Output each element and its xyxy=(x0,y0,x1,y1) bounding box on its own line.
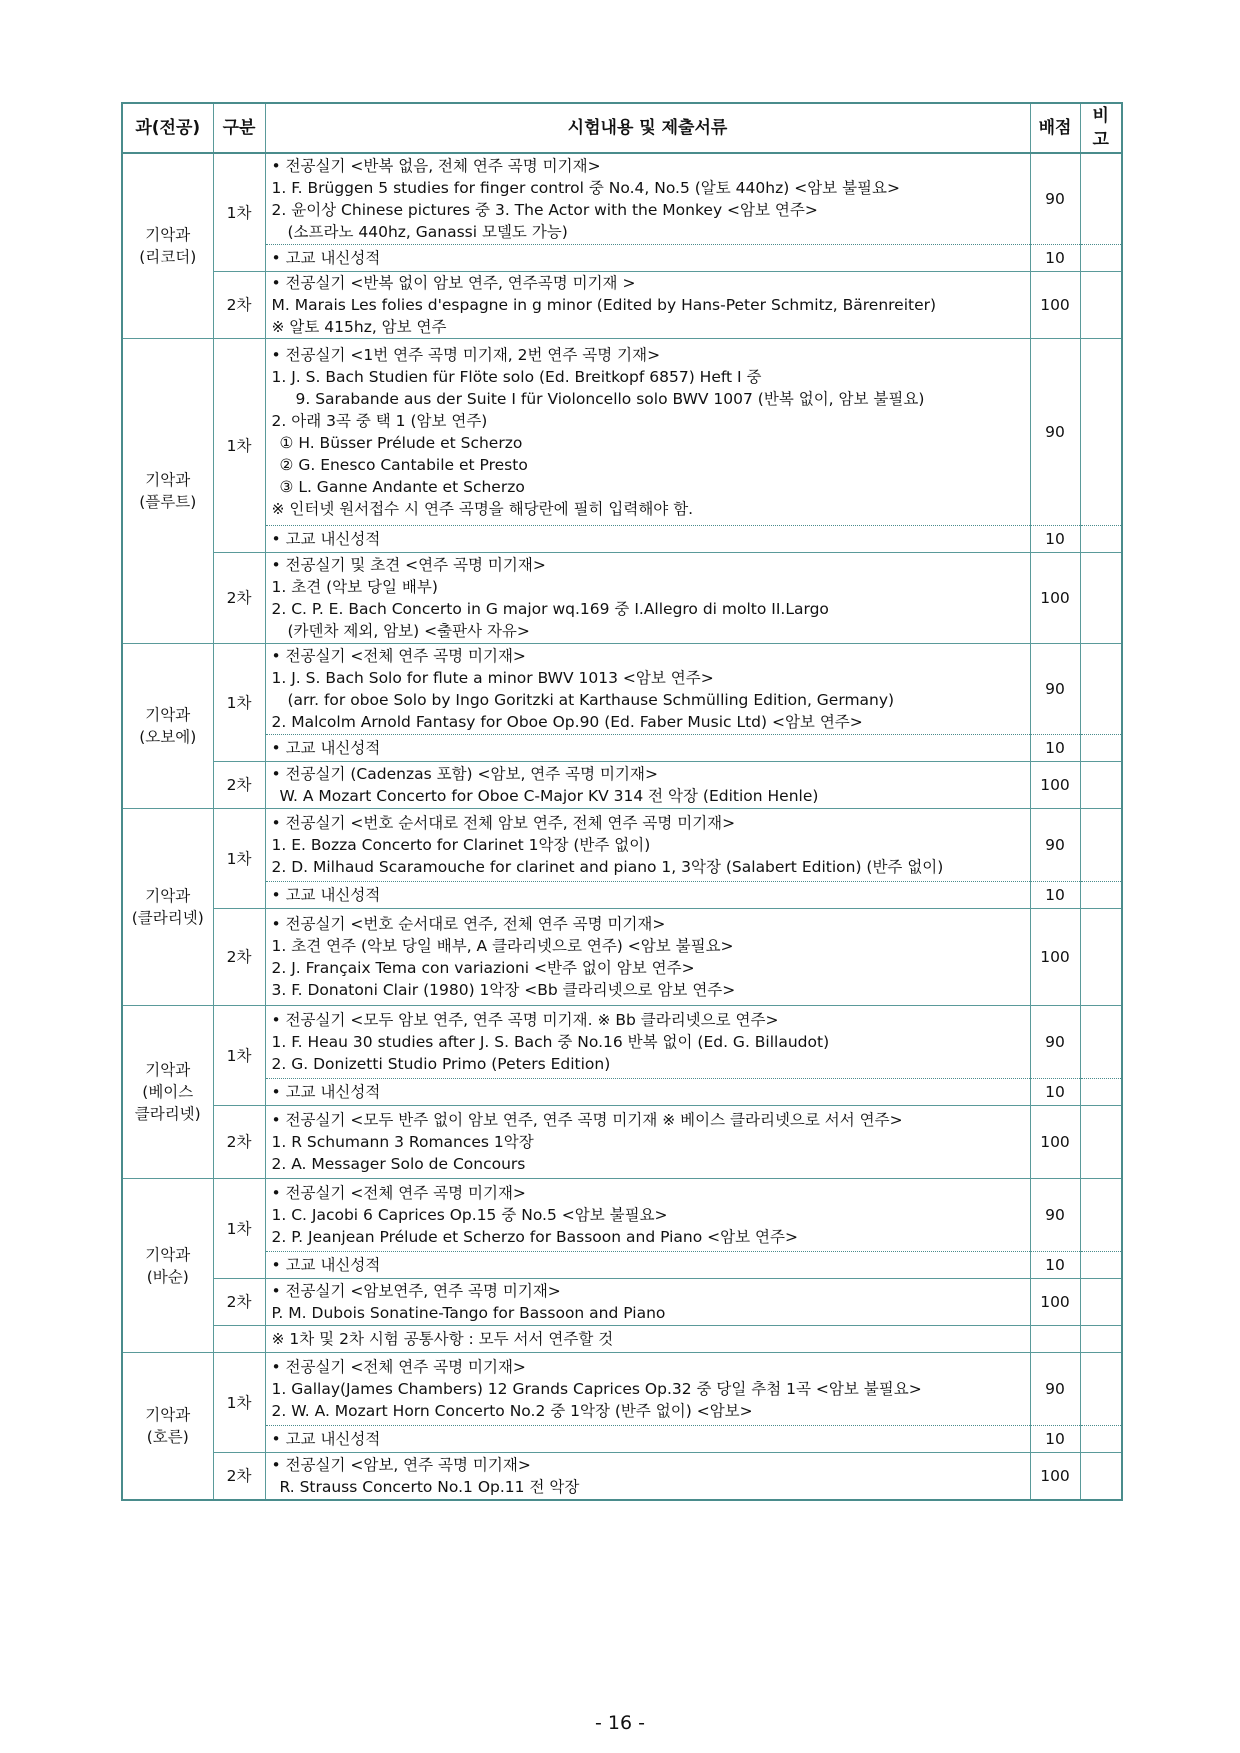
score-cell: 90 xyxy=(1030,153,1080,245)
note-cell xyxy=(1080,1426,1122,1453)
note-cell xyxy=(1080,1079,1122,1106)
note-cell xyxy=(1080,339,1122,526)
table-row xyxy=(122,809,1122,882)
content-line: 2. 아래 3곡 중 택 1 (암보 연주) xyxy=(271,412,488,431)
table-row xyxy=(122,1179,1122,1252)
score-cell: 90 xyxy=(1030,1006,1080,1079)
content-line: • 전공실기 <암보연주, 연주 곡명 미기재> xyxy=(271,1282,561,1301)
score-cell: 10 xyxy=(1030,735,1080,762)
content-line: 9. Sarabande aus der Suite I für Violoncello solo BWV 1007 (반복 없이, 암보 불필요) xyxy=(295,390,925,409)
note-cell xyxy=(1080,809,1122,882)
table-row xyxy=(122,1079,1122,1106)
table-row xyxy=(122,1326,1122,1353)
content-line: • 전공실기 <전체 연주 곡명 미기재> xyxy=(271,647,526,666)
round-cell xyxy=(213,1326,265,1353)
content-line: • 전공실기 <모두 반주 없이 암보 연주, 연주 곡명 미기재 ※ 베이스 클라리넷으로 서서 연주> xyxy=(271,1111,903,1130)
round-cell: 2차 xyxy=(213,909,265,1006)
round-cell: 1차 xyxy=(213,1353,265,1453)
dept-line: 기악과 xyxy=(145,706,191,725)
content-line: 1. 초견 연주 (악보 당일 배부, A 클라리넷으로 연주) <암보 불필요> xyxy=(271,937,734,956)
score-cell: 90 xyxy=(1030,644,1080,735)
round-cell: 1차 xyxy=(213,1006,265,1106)
content-line: ① H. Büsser Prélude et Scherzo xyxy=(279,434,523,453)
round-cell: 2차 xyxy=(213,553,265,644)
content-line: 1. E. Bozza Concerto for Clarinet 1악장 (반주 없이) xyxy=(271,836,651,855)
content-line: 1. J. S. Bach Solo for flute a minor BWV 1013 <암보 연주> xyxy=(271,669,714,688)
header-round: 구분 xyxy=(213,103,265,153)
note-cell xyxy=(1080,909,1122,1006)
content-line: • 전공실기 <전체 연주 곡명 미기재> xyxy=(271,1184,526,1203)
note-cell xyxy=(1080,1279,1122,1326)
score-cell: 100 xyxy=(1030,1106,1080,1179)
table-row xyxy=(122,1252,1122,1279)
content-cell xyxy=(265,1279,1030,1326)
dept-line: 기악과 xyxy=(145,226,191,245)
gpa-cell: • 고교 내신성적 xyxy=(265,245,1030,272)
content-line: (소프라노 440hz, Ganassi 모델도 가능) xyxy=(287,223,568,242)
dept-line: (리코더) xyxy=(139,248,197,267)
content-cell xyxy=(265,909,1030,1006)
content-cell xyxy=(265,1106,1030,1179)
table-row xyxy=(122,553,1122,644)
score-cell: 100 xyxy=(1030,553,1080,644)
content-line: • 전공실기 <1번 연주 곡명 미기재, 2번 연주 곡명 기재> xyxy=(271,346,661,365)
table-row xyxy=(122,272,1122,339)
note-cell xyxy=(1080,1326,1122,1353)
content-line: • 전공실기 및 초견 <연주 곡명 미기재> xyxy=(271,556,546,575)
dept-cell xyxy=(122,1006,213,1179)
dept-cell xyxy=(122,809,213,1006)
content-line: ② G. Enesco Cantabile et Presto xyxy=(279,456,528,475)
gpa-cell: • 고교 내신성적 xyxy=(265,1079,1030,1106)
gpa-cell: • 고교 내신성적 xyxy=(265,526,1030,553)
content-line: • 전공실기 <전체 연주 곡명 미기재> xyxy=(271,1358,526,1377)
score-cell: 10 xyxy=(1030,1252,1080,1279)
score-cell: 90 xyxy=(1030,339,1080,526)
table-row xyxy=(122,339,1122,526)
content-line: (카덴차 제외, 암보) <출판사 자유> xyxy=(287,622,530,641)
content-line: P. M. Dubois Sonatine-Tango for Bassoon and Piano xyxy=(271,1304,666,1323)
dept-cell xyxy=(122,339,213,644)
content-line: 2. A. Messager Solo de Concours xyxy=(271,1155,526,1174)
content-cell xyxy=(265,1179,1030,1252)
content-line: 1. Gallay(James Chambers) 12 Grands Caprices Op.32 중 당일 추첨 1곡 <암보 불필요> xyxy=(271,1380,922,1399)
round-cell: 2차 xyxy=(213,272,265,339)
content-cell xyxy=(265,809,1030,882)
content-line: R. Strauss Concerto No.1 Op.11 전 악장 xyxy=(279,1478,580,1497)
score-cell: 100 xyxy=(1030,1453,1080,1501)
table-row xyxy=(122,909,1122,1006)
note-cell xyxy=(1080,153,1122,245)
dept-cell xyxy=(122,1353,213,1501)
score-cell: 10 xyxy=(1030,1079,1080,1106)
round-cell: 2차 xyxy=(213,1279,265,1326)
content-line: 2. P. Jeanjean Prélude et Scherzo for Bassoon and Piano <암보 연주> xyxy=(271,1228,798,1247)
table-row xyxy=(122,762,1122,809)
content-line: 2. D. Milhaud Scaramouche for clarinet and piano 1, 3악장 (Salabert Edition) (반주 없이) xyxy=(271,858,944,877)
note-cell xyxy=(1080,1006,1122,1079)
content-line: 2. Malcolm Arnold Fantasy for Oboe Op.90 (Ed. Faber Music Ltd) <암보 연주> xyxy=(271,713,863,732)
note-cell xyxy=(1080,644,1122,735)
content-line: 1. F. Heau 30 studies after J. S. Bach 중 No.16 반복 없이 (Ed. G. Billaudot) xyxy=(271,1033,830,1052)
content-line: 2. J. Françaix Tema con variazioni <반주 없이 암보 연주> xyxy=(271,959,695,978)
content-line: M. Marais Les folies d'espagne in g minor (Edited by Hans-Peter Schmitz, Bärenreiter) xyxy=(271,296,937,315)
content-line: 1. C. Jacobi 6 Caprices Op.15 중 No.5 <암보 불필요> xyxy=(271,1206,668,1225)
dept-line: 기악과 xyxy=(145,1061,191,1080)
table-row xyxy=(122,1006,1122,1079)
dept-line: 클라리넷) xyxy=(134,1105,201,1124)
score-cell: 100 xyxy=(1030,1279,1080,1326)
note-cell xyxy=(1080,1353,1122,1426)
note-cell xyxy=(1080,553,1122,644)
content-cell xyxy=(265,762,1030,809)
score-cell: 10 xyxy=(1030,882,1080,909)
score-cell: 10 xyxy=(1030,1426,1080,1453)
score-cell: 90 xyxy=(1030,1353,1080,1426)
header-content: 시험내용 및 제출서류 xyxy=(265,103,1030,153)
content-line: • 전공실기 <반복 없이 암보 연주, 연주곡명 미기재 > xyxy=(271,274,636,293)
note-cell xyxy=(1080,1453,1122,1501)
content-line: • 전공실기 <암보, 연주 곡명 미기재> xyxy=(271,1456,531,1475)
content-cell xyxy=(265,339,1030,526)
dept-line: 기악과 xyxy=(145,471,191,490)
dept-cell xyxy=(122,153,213,339)
content-line: ③ L. Ganne Andante et Scherzo xyxy=(279,478,525,497)
note-cell xyxy=(1080,1179,1122,1252)
dept-line: (호른) xyxy=(146,1428,189,1447)
dept-line: 기악과 xyxy=(145,1245,191,1264)
note-cell xyxy=(1080,882,1122,909)
table-row xyxy=(122,1453,1122,1501)
table-row xyxy=(122,1106,1122,1179)
round-cell: 1차 xyxy=(213,339,265,553)
gpa-cell: • 고교 내신성적 xyxy=(265,735,1030,762)
content-line: • 전공실기 (Cadenzas 포함) <암보, 연주 곡명 미기재> xyxy=(271,765,658,784)
content-cell xyxy=(265,1353,1030,1426)
content-line: ※ 인터넷 원서접수 시 연주 곡명을 해당란에 필히 입력해야 함. xyxy=(271,500,694,519)
content-line: • 전공실기 <모두 암보 연주, 연주 곡명 미기재. ※ Bb 클라리넷으로 연주> xyxy=(271,1011,779,1030)
round-cell: 2차 xyxy=(213,762,265,809)
table-row xyxy=(122,153,1122,245)
content-line: 2. 윤이상 Chinese pictures 중 3. The Actor with the Monkey <암보 연주> xyxy=(271,201,818,220)
table-row xyxy=(122,526,1122,553)
content-line: 2. G. Donizetti Studio Primo (Peters Edition) xyxy=(271,1055,611,1074)
note-cell xyxy=(1080,762,1122,809)
dept-line: (베이스 xyxy=(142,1083,194,1102)
table-row xyxy=(122,245,1122,272)
round-cell: 1차 xyxy=(213,644,265,762)
content-line: 1. R Schumann 3 Romances 1악장 xyxy=(271,1133,534,1152)
content-line: W. A Mozart Concerto for Oboe C-Major KV 314 전 악장 (Edition Henle) xyxy=(279,787,819,806)
content-line: 1. F. Brüggen 5 studies for finger control 중 No.4, No.5 (알토 440hz) <암보 불필요> xyxy=(271,179,900,198)
dept-line: (오보에) xyxy=(139,728,197,747)
dept-line: 기악과 xyxy=(145,1406,191,1425)
gpa-cell: • 고교 내신성적 xyxy=(265,882,1030,909)
note-cell xyxy=(1080,1252,1122,1279)
content-line: 3. F. Donatoni Clair (1980) 1악장 <Bb 클라리넷으로 암보 연주> xyxy=(271,981,736,1000)
content-line: • 전공실기 <반복 없음, 전체 연주 곡명 미기재> xyxy=(271,157,601,176)
round-cell: 1차 xyxy=(213,1179,265,1279)
content-line: • 전공실기 <번호 순서대로 전체 암보 연주, 전체 연주 곡명 미기재> xyxy=(271,814,736,833)
exam-table xyxy=(121,102,1123,1501)
note-cell xyxy=(1080,245,1122,272)
content-line: • 전공실기 <번호 순서대로 연주, 전체 연주 곡명 미기재> xyxy=(271,915,666,934)
content-line: 2. C. P. E. Bach Concerto in G major wq.169 중 I.Allegro di molto II.Largo xyxy=(271,600,829,619)
note-cell xyxy=(1080,1106,1122,1179)
header-row xyxy=(122,103,1122,153)
content-line: 1. 초견 (악보 당일 배부) xyxy=(271,578,438,597)
score-cell: 10 xyxy=(1030,526,1080,553)
gpa-cell: • 고교 내신성적 xyxy=(265,1252,1030,1279)
content-cell xyxy=(265,1453,1030,1501)
table-row xyxy=(122,735,1122,762)
score-cell xyxy=(1030,1326,1080,1353)
content-line: (arr. for oboe Solo by Ingo Goritzki at Karthause Schmülling Edition, Germany) xyxy=(287,691,895,710)
table-row xyxy=(122,644,1122,735)
round-cell: 2차 xyxy=(213,1453,265,1501)
dept-line: (플루트) xyxy=(139,493,197,512)
table-row xyxy=(122,882,1122,909)
table-row xyxy=(122,1353,1122,1426)
content-line: 2. W. A. Mozart Horn Concerto No.2 중 1악장 (반주 없이) <암보> xyxy=(271,1402,753,1421)
content-cell xyxy=(265,644,1030,735)
note-cell xyxy=(1080,526,1122,553)
score-cell: 100 xyxy=(1030,762,1080,809)
content-cell xyxy=(265,553,1030,644)
score-cell: 90 xyxy=(1030,809,1080,882)
score-cell: 100 xyxy=(1030,272,1080,339)
content-cell xyxy=(265,272,1030,339)
header-note: 비고 xyxy=(1080,103,1122,153)
score-cell: 10 xyxy=(1030,245,1080,272)
dept-cell xyxy=(122,644,213,809)
content-line: ※ 알토 415hz, 암보 연주 xyxy=(271,318,447,337)
page-number: - 16 - xyxy=(595,1712,645,1734)
common-note-cell: ※ 1차 및 2차 시험 공통사항 : 모두 서서 연주할 것 xyxy=(265,1326,1030,1353)
content-line: 1. J. S. Bach Studien für Flöte solo (Ed. Breitkopf 6857) Heft I 중 xyxy=(271,368,762,387)
note-cell xyxy=(1080,272,1122,339)
round-cell: 1차 xyxy=(213,153,265,272)
table-row xyxy=(122,1426,1122,1453)
gpa-cell: • 고교 내신성적 xyxy=(265,1426,1030,1453)
table-row xyxy=(122,1279,1122,1326)
note-cell xyxy=(1080,735,1122,762)
dept-cell xyxy=(122,1179,213,1353)
score-cell: 100 xyxy=(1030,909,1080,1006)
content-cell xyxy=(265,153,1030,245)
header-score: 배점 xyxy=(1030,103,1080,153)
content-cell xyxy=(265,1006,1030,1079)
round-cell: 1차 xyxy=(213,809,265,909)
header-dept: 과(전공) xyxy=(122,103,213,153)
dept-line: (클라리넷) xyxy=(131,909,204,928)
round-cell: 2차 xyxy=(213,1106,265,1179)
dept-line: (바순) xyxy=(146,1267,189,1286)
exam-table-body xyxy=(122,153,1122,1500)
score-cell: 90 xyxy=(1030,1179,1080,1252)
dept-line: 기악과 xyxy=(145,887,191,906)
